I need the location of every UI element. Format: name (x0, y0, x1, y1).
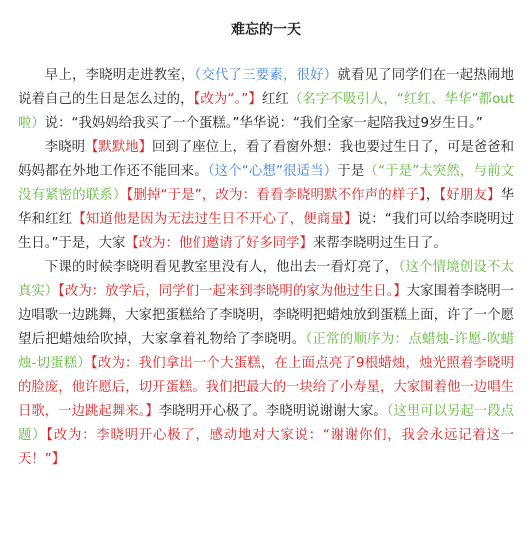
teacher-comment-green: （“于是”太突然，与前文没有紧密的联系） (18, 164, 515, 203)
essay-text: 说：“我们可以给李晓明过生日。”于是，大家 (18, 212, 515, 251)
essay-text: 大家围着李晓明一边唱歌一边跳舞，大家把蛋糕给了李晓明，李晓明把蜡烛放到蛋糕上面，许了一个愿望后把蜡烛给吹掉，大家拿着礼物给了李晓明。 (18, 284, 514, 347)
teacher-correction-red: 【默默地】 (85, 140, 153, 155)
teacher-correction-red: 【知道他是因为无法过生日不开心了，便商量】 (72, 212, 358, 227)
teacher-comment-green: （这里可以另起一段点题） (18, 404, 514, 443)
essay-text: 于是 (337, 164, 365, 179)
essay-text: 华华和红红 (18, 188, 515, 227)
teacher-comment-green: （名字不吸引人，“红红、华华”都out啦） (18, 92, 514, 131)
essay-paragraph (18, 64, 514, 136)
essay-text: 李晓明开心极了。李晓明说谢谢大家。 (158, 404, 387, 419)
essay-text: 李晓明 (44, 140, 86, 155)
document-title: 难忘的一天 (231, 22, 301, 38)
essay-text: 红红 (261, 92, 289, 107)
essay-paragraph (18, 256, 514, 472)
teacher-comment-blue: （这个“心想”很适当） (207, 164, 338, 179)
essay-text: 来帮李晓明过生日了。 (312, 236, 447, 251)
teacher-correction-red: 【删掉“于是”，改为：看看李晓明默不作声的样子】 (126, 188, 426, 203)
essay-paragraph (18, 136, 514, 256)
teacher-correction-red: 【好朋友】 (439, 188, 501, 203)
essay-body (18, 64, 514, 472)
essay-text: ， (425, 188, 440, 203)
teacher-correction-red: 【改为：我们拿出一个大蛋糕，在上面点亮了9根蜡烛，烛光照着李晓明的脸庞，他许愿后，切开蛋糕。我们把最大的一块给了小寿星，大家围着他一边唱生日歌，一边跳起舞来。】 (18, 356, 514, 419)
teacher-comment-green: （这个情境创设不太真实） (18, 260, 514, 299)
teacher-comment-green: （正常的顺序为：点蜡烛-许愿-吹蜡烛-切蛋糕） (18, 332, 515, 371)
essay-text: 早上，李晓明走进教室， (44, 68, 195, 83)
teacher-correction-red: 【改为“。”】 (193, 92, 262, 107)
teacher-correction-red: 【改为：他们邀请了好多同学】 (125, 236, 313, 251)
essay-text: 说：“我妈妈给我买了一个蛋糕。”华华说：“我们全家一起陪我过9岁生日。” (44, 116, 483, 131)
teacher-correction-red: 【改为：李晓明开心极了，感动地对大家说：“谢谢你们，我会永远记着这一天！”】 (18, 428, 514, 467)
teacher-correction-red: 【改为：放学后，同学们一起来到李晓明的家为他过生日。】 (58, 284, 407, 299)
essay-text: 回到了座位上，看了看窗外想：我也要过生日了，可是爸爸和妈妈都在外地工作还不能回来。 (18, 140, 514, 179)
essay-text: 下课的时候李晓明看见教室里没有人，他出去一看灯亮了， (44, 260, 399, 275)
essay-text: 就看见了同学们在一起热闹地说着自己的生日是怎么过的， (18, 68, 515, 107)
teacher-comment-blue: （交代了三要素，很好） (194, 68, 338, 83)
